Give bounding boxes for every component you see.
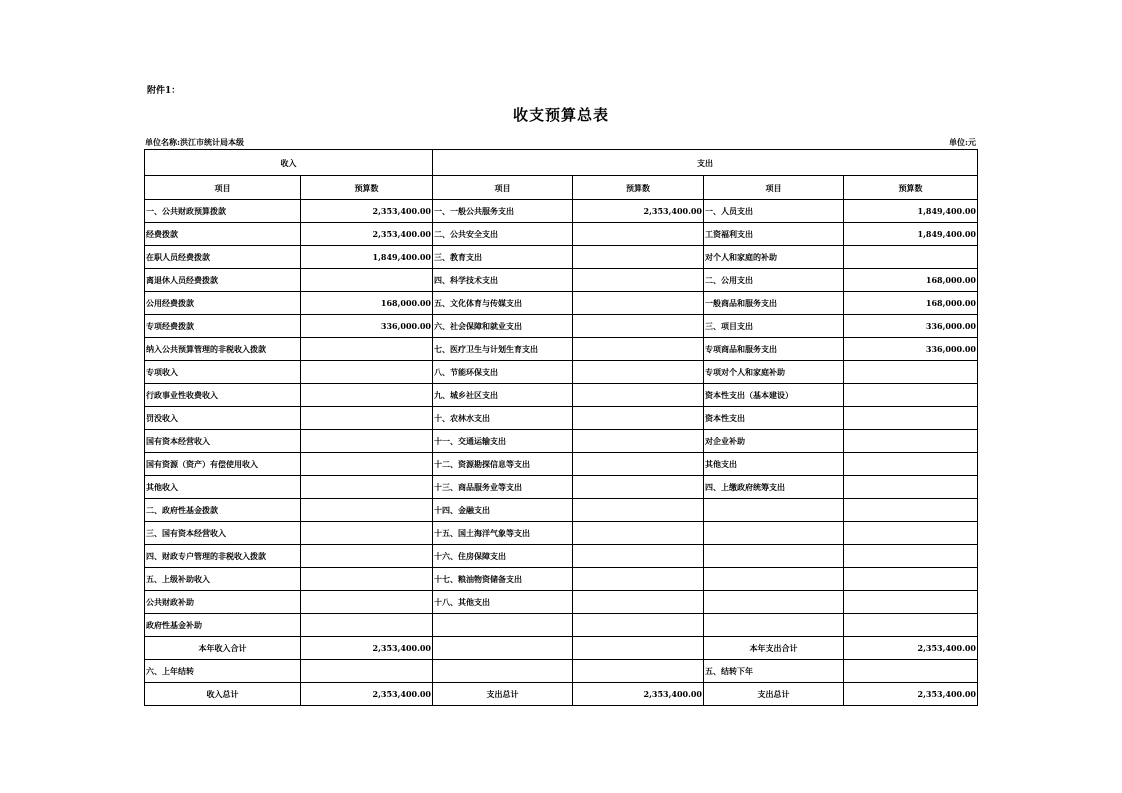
currency-unit: 单位:元 bbox=[949, 137, 976, 147]
table-row bbox=[145, 614, 978, 637]
budget-summary-table bbox=[144, 149, 978, 706]
income-item-cell: 国有资本经营收入 bbox=[145, 430, 301, 453]
econ-expense-budget-cell: 168,000.00 bbox=[844, 269, 978, 292]
table-row bbox=[145, 269, 978, 292]
income-budget-cell bbox=[301, 476, 433, 499]
econ-expense-item-cell: 对个人和家庭的补助 bbox=[704, 246, 844, 269]
page-title: 收支预算总表 bbox=[512, 106, 609, 124]
econ-expense-budget-cell bbox=[844, 568, 978, 591]
func-expense-budget-cell: 2,353,400.00 bbox=[573, 200, 704, 223]
table-row bbox=[145, 430, 978, 453]
table-row bbox=[145, 591, 978, 614]
income-budget-cell: 1,849,400.00 bbox=[301, 246, 433, 269]
func-expense-item-cell: 十五、国土海洋气象等支出 bbox=[433, 522, 573, 545]
income-item-cell: 在职人员经费拨款 bbox=[145, 246, 301, 269]
table-row bbox=[145, 683, 978, 706]
table-row bbox=[145, 499, 978, 522]
econ-budget-header: 预算数 bbox=[844, 176, 978, 200]
income-item-cell: 六、上年结转 bbox=[145, 660, 301, 683]
econ-expense-item-cell: 四、上缴政府统筹支出 bbox=[704, 476, 844, 499]
income-item-cell: 专项经费拨款 bbox=[145, 315, 301, 338]
econ-expense-budget-cell: 2,353,400.00 bbox=[844, 637, 978, 660]
econ-expense-item-cell bbox=[704, 545, 844, 568]
income-item-cell: 行政事业性收费收入 bbox=[145, 384, 301, 407]
func-expense-budget-cell bbox=[573, 269, 704, 292]
econ-expense-item-cell: 对企业补助 bbox=[704, 430, 844, 453]
income-item-cell: 三、国有资本经营收入 bbox=[145, 522, 301, 545]
func-expense-budget-cell bbox=[573, 430, 704, 453]
income-budget-cell: 2,353,400.00 bbox=[301, 683, 433, 706]
econ-expense-item-cell: 三、项目支出 bbox=[704, 315, 844, 338]
income-budget-cell bbox=[301, 453, 433, 476]
table-row bbox=[145, 660, 978, 683]
econ-expense-item-cell: 工资福利支出 bbox=[704, 223, 844, 246]
econ-expense-budget-cell: 336,000.00 bbox=[844, 338, 978, 361]
func-expense-budget-cell: 2,353,400.00 bbox=[573, 683, 704, 706]
func-expense-item-cell: 十六、住房保障支出 bbox=[433, 545, 573, 568]
econ-expense-budget-cell bbox=[844, 614, 978, 637]
econ-expense-item-cell: 支出总计 bbox=[704, 683, 844, 706]
table-row bbox=[145, 522, 978, 545]
func-expense-item-cell bbox=[433, 614, 573, 637]
func-expense-budget-cell bbox=[573, 499, 704, 522]
table-row bbox=[145, 545, 978, 568]
econ-expense-budget-cell bbox=[844, 384, 978, 407]
func-expense-item-cell: 五、文化体育与传媒支出 bbox=[433, 292, 573, 315]
table-row bbox=[145, 246, 978, 269]
econ-expense-item-cell: 专项对个人和家庭补助 bbox=[704, 361, 844, 384]
func-expense-budget-cell bbox=[573, 660, 704, 683]
income-budget-cell bbox=[301, 660, 433, 683]
econ-expense-item-cell bbox=[704, 614, 844, 637]
econ-expense-budget-cell bbox=[844, 430, 978, 453]
func-budget-header: 预算数 bbox=[573, 176, 704, 200]
table-row bbox=[145, 315, 978, 338]
table-row bbox=[145, 361, 978, 384]
func-expense-budget-cell bbox=[573, 453, 704, 476]
func-expense-item-cell: 六、社会保障和就业支出 bbox=[433, 315, 573, 338]
income-budget-cell: 336,000.00 bbox=[301, 315, 433, 338]
income-item-cell: 本年收入合计 bbox=[145, 637, 301, 660]
income-budget-cell bbox=[301, 568, 433, 591]
income-item-cell: 五、上级补助收入 bbox=[145, 568, 301, 591]
func-expense-budget-cell bbox=[573, 292, 704, 315]
income-budget-header: 预算数 bbox=[301, 176, 433, 200]
income-budget-cell: 168,000.00 bbox=[301, 292, 433, 315]
econ-expense-item-cell: 一般商品和服务支出 bbox=[704, 292, 844, 315]
income-budget-cell bbox=[301, 269, 433, 292]
econ-expense-budget-cell bbox=[844, 499, 978, 522]
table-row bbox=[145, 407, 978, 430]
func-expense-budget-cell bbox=[573, 361, 704, 384]
econ-expense-budget-cell bbox=[844, 246, 978, 269]
func-expense-item-cell: 九、城乡社区支出 bbox=[433, 384, 573, 407]
group-header-row bbox=[145, 150, 978, 176]
income-item-cell: 公共财政补助 bbox=[145, 591, 301, 614]
econ-expense-item-cell: 其他支出 bbox=[704, 453, 844, 476]
unit-name: 单位名称:洪江市统计局本级 bbox=[145, 137, 244, 147]
table-row bbox=[145, 384, 978, 407]
income-item-cell: 其他收入 bbox=[145, 476, 301, 499]
econ-expense-budget-cell bbox=[844, 660, 978, 683]
income-budget-cell: 2,353,400.00 bbox=[301, 637, 433, 660]
econ-expense-budget-cell bbox=[844, 361, 978, 384]
income-item-cell: 经费拨款 bbox=[145, 223, 301, 246]
econ-expense-budget-cell: 2,353,400.00 bbox=[844, 683, 978, 706]
econ-expense-item-cell bbox=[704, 591, 844, 614]
income-header: 收入 bbox=[145, 150, 433, 176]
table-row bbox=[145, 223, 978, 246]
income-item-cell: 纳入公共预算管理的非税收入拨款 bbox=[145, 338, 301, 361]
table-row bbox=[145, 568, 978, 591]
econ-expense-budget-cell bbox=[844, 407, 978, 430]
econ-expense-item-cell: 一、人员支出 bbox=[704, 200, 844, 223]
func-expense-budget-cell bbox=[573, 545, 704, 568]
income-budget-cell bbox=[301, 361, 433, 384]
income-item-cell: 收入总计 bbox=[145, 683, 301, 706]
econ-expense-budget-cell bbox=[844, 545, 978, 568]
income-item-cell: 二、政府性基金拨款 bbox=[145, 499, 301, 522]
func-expense-budget-cell bbox=[573, 246, 704, 269]
econ-expense-budget-cell bbox=[844, 522, 978, 545]
econ-item-header: 项目 bbox=[704, 176, 844, 200]
income-budget-cell bbox=[301, 430, 433, 453]
func-expense-item-cell: 十四、金融支出 bbox=[433, 499, 573, 522]
table-row bbox=[145, 453, 978, 476]
func-expense-budget-cell bbox=[573, 522, 704, 545]
econ-expense-item-cell: 资本性支出（基本建设） bbox=[704, 384, 844, 407]
func-expense-item-cell: 十三、商品服务业等支出 bbox=[433, 476, 573, 499]
income-item-cell: 一、公共财政预算拨款 bbox=[145, 200, 301, 223]
econ-expense-item-cell: 五、结转下年 bbox=[704, 660, 844, 683]
func-expense-item-cell: 十二、资源勘探信息等支出 bbox=[433, 453, 573, 476]
income-budget-cell bbox=[301, 591, 433, 614]
func-expense-item-cell: 十七、粮油物资储备支出 bbox=[433, 568, 573, 591]
func-expense-item-cell bbox=[433, 637, 573, 660]
func-expense-item-cell: 三、教育支出 bbox=[433, 246, 573, 269]
table-row bbox=[145, 338, 978, 361]
econ-expense-item-cell: 二、公用支出 bbox=[704, 269, 844, 292]
expense-header: 支出 bbox=[433, 150, 978, 176]
econ-expense-budget-cell: 168,000.00 bbox=[844, 292, 978, 315]
func-expense-budget-cell bbox=[573, 223, 704, 246]
econ-expense-item-cell: 本年支出合计 bbox=[704, 637, 844, 660]
econ-expense-item-cell bbox=[704, 499, 844, 522]
func-expense-budget-cell bbox=[573, 614, 704, 637]
econ-expense-item-cell: 专项商品和服务支出 bbox=[704, 338, 844, 361]
income-budget-cell: 2,353,400.00 bbox=[301, 223, 433, 246]
income-item-header: 项目 bbox=[145, 176, 301, 200]
func-expense-item-cell: 八、节能环保支出 bbox=[433, 361, 573, 384]
income-item-cell: 公用经费拨款 bbox=[145, 292, 301, 315]
func-expense-item-cell bbox=[433, 660, 573, 683]
func-expense-budget-cell bbox=[573, 384, 704, 407]
func-expense-budget-cell bbox=[573, 637, 704, 660]
func-expense-item-cell: 一、一般公共服务支出 bbox=[433, 200, 573, 223]
func-expense-item-cell: 四、科学技术支出 bbox=[433, 269, 573, 292]
econ-expense-budget-cell: 336,000.00 bbox=[844, 315, 978, 338]
table-row bbox=[145, 637, 978, 660]
table-row bbox=[145, 200, 978, 223]
econ-expense-budget-cell bbox=[844, 591, 978, 614]
func-expense-item-cell: 七、医疗卫生与计划生育支出 bbox=[433, 338, 573, 361]
func-expense-item-cell: 二、公共安全支出 bbox=[433, 223, 573, 246]
func-expense-item-cell: 十八、其他支出 bbox=[433, 591, 573, 614]
income-budget-cell bbox=[301, 614, 433, 637]
income-budget-cell bbox=[301, 384, 433, 407]
econ-expense-budget-cell: 1,849,400.00 bbox=[844, 223, 978, 246]
income-item-cell: 国有资源（资产）有偿使用收入 bbox=[145, 453, 301, 476]
econ-expense-budget-cell bbox=[844, 476, 978, 499]
income-item-cell: 离退休人员经费拨款 bbox=[145, 269, 301, 292]
func-item-header: 项目 bbox=[433, 176, 573, 200]
econ-expense-budget-cell bbox=[844, 453, 978, 476]
econ-expense-item-cell bbox=[704, 522, 844, 545]
income-budget-cell bbox=[301, 522, 433, 545]
table-row bbox=[145, 292, 978, 315]
income-budget-cell bbox=[301, 499, 433, 522]
econ-expense-item-cell: 资本性支出 bbox=[704, 407, 844, 430]
income-budget-cell bbox=[301, 407, 433, 430]
column-header-row bbox=[145, 176, 978, 200]
func-expense-budget-cell bbox=[573, 476, 704, 499]
income-item-cell: 罚没收入 bbox=[145, 407, 301, 430]
income-item-cell: 四、财政专户管理的非税收入拨款 bbox=[145, 545, 301, 568]
attachment-label: 附件1： bbox=[147, 86, 181, 96]
income-budget-cell bbox=[301, 338, 433, 361]
econ-expense-item-cell bbox=[704, 568, 844, 591]
econ-expense-budget-cell: 1,849,400.00 bbox=[844, 200, 978, 223]
func-expense-item-cell: 支出总计 bbox=[433, 683, 573, 706]
income-item-cell: 专项收入 bbox=[145, 361, 301, 384]
func-expense-budget-cell bbox=[573, 407, 704, 430]
income-item-cell: 政府性基金补助 bbox=[145, 614, 301, 637]
income-budget-cell: 2,353,400.00 bbox=[301, 200, 433, 223]
func-expense-budget-cell bbox=[573, 591, 704, 614]
func-expense-item-cell: 十、农林水支出 bbox=[433, 407, 573, 430]
income-budget-cell bbox=[301, 545, 433, 568]
func-expense-budget-cell bbox=[573, 315, 704, 338]
func-expense-budget-cell bbox=[573, 338, 704, 361]
func-expense-item-cell: 十一、交通运输支出 bbox=[433, 430, 573, 453]
func-expense-budget-cell bbox=[573, 568, 704, 591]
table-row bbox=[145, 476, 978, 499]
